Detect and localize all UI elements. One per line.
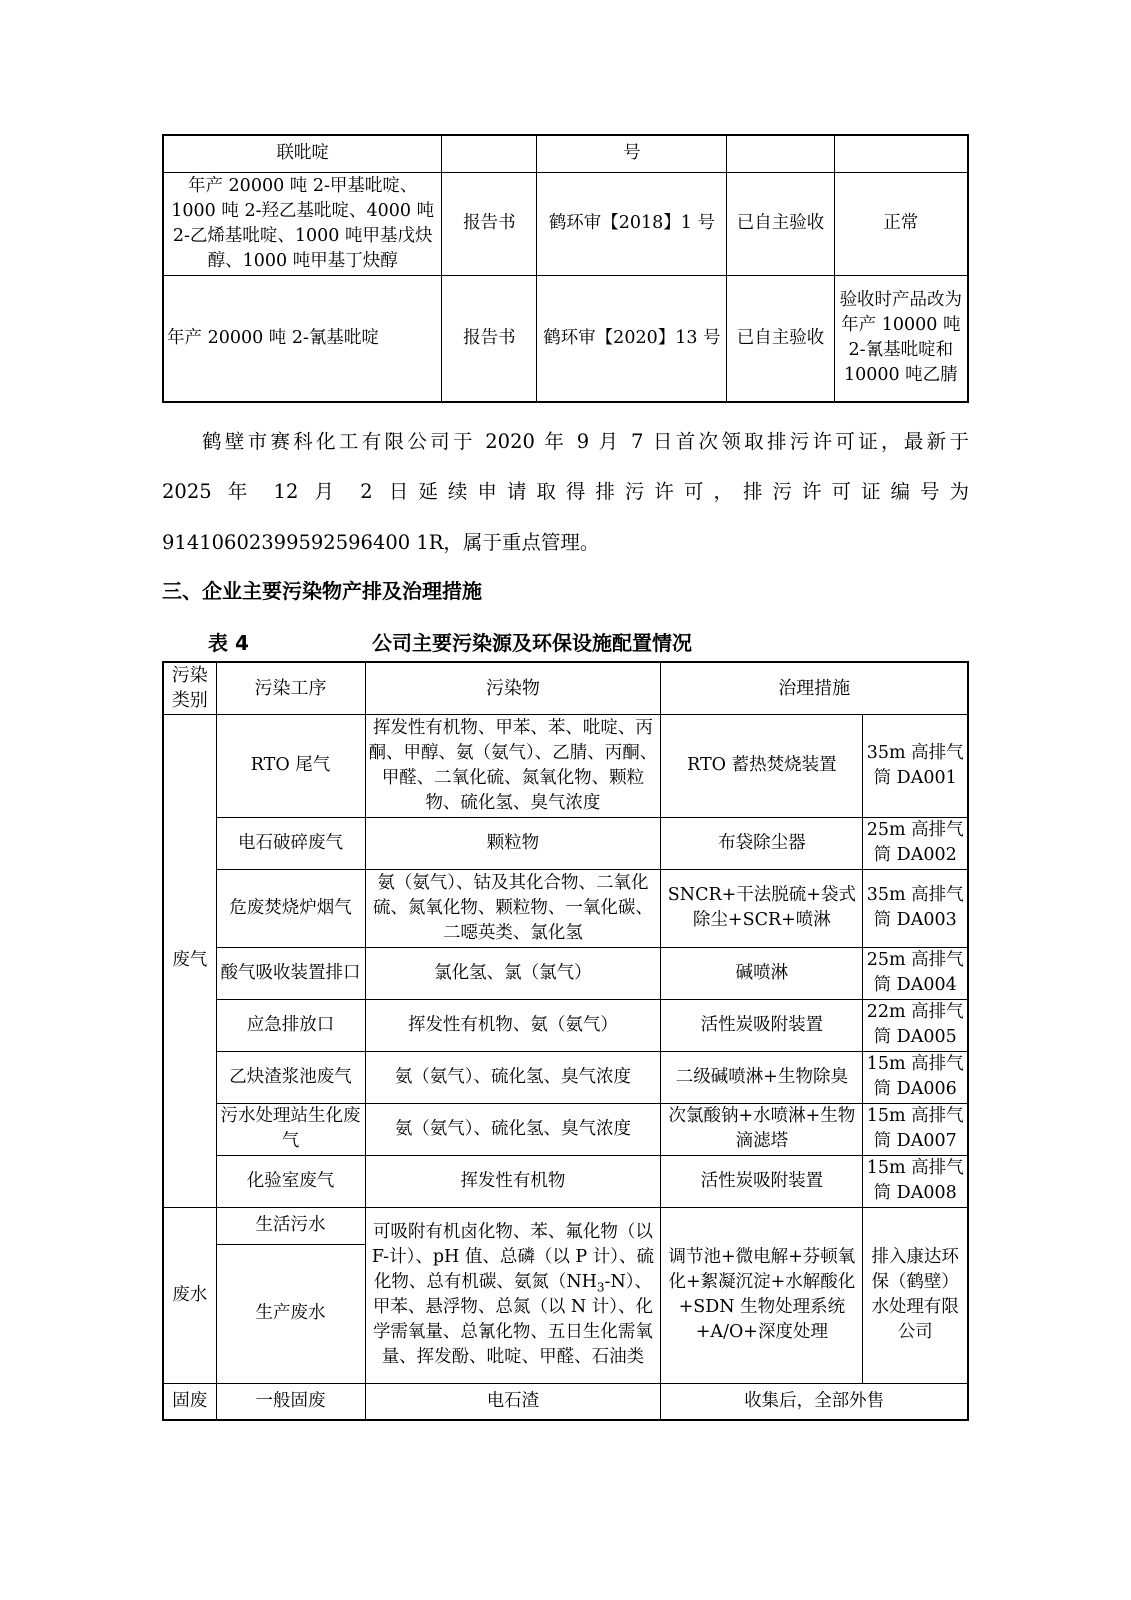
permit-paragraph-line3: 91410602399592596400 1R，属于重点管理。 (162, 531, 600, 554)
pollutant-cell: 氨（氨气）、硫化氢、臭气浓度 (365, 1051, 661, 1103)
outlet-cell: 35m 高排气筒 DA003 (863, 869, 968, 947)
process-cell: RTO 尾气 (216, 714, 365, 817)
type-cell: 报告书 (442, 172, 537, 275)
number-cell: 鹤环审【2020】13 号 (537, 275, 727, 402)
status-cell (834, 135, 968, 172)
outlet-cell: 15m 高排气筒 DA007 (863, 1103, 968, 1155)
table-row (163, 1103, 968, 1155)
type-cell: 报告书 (442, 275, 537, 402)
process-cell: 乙炔渣浆池废气 (216, 1051, 365, 1103)
pollutant-cell (365, 1207, 661, 1383)
outlet-cell: 22m 高排气筒 DA005 (863, 999, 968, 1051)
process-cell: 酸气吸收装置排口 (216, 947, 365, 999)
table-header-row (163, 662, 968, 714)
measure-cell: RTO 蓄热焚烧装置 (661, 714, 863, 817)
type-cell (442, 135, 537, 172)
category-cell: 废气 (163, 714, 216, 1207)
outlet-cell: 35m 高排气筒 DA001 (863, 714, 968, 817)
table-row (163, 869, 968, 947)
table-row (163, 1207, 968, 1244)
table-row (163, 1051, 968, 1103)
pollutant-cell: 挥发性有机物、氨（氨气） (365, 999, 661, 1051)
permit-paragraph-line1: 鹤壁市赛科化工有限公司于 2020 年 9 月 7 日首次领取排污许可证，最新于 (202, 430, 969, 453)
measure-cell: 活性炭吸附装置 (661, 999, 863, 1051)
category-cell: 固废 (163, 1383, 216, 1420)
outlet-cell: 15m 高排气筒 DA008 (863, 1155, 968, 1207)
process-cell: 生活污水 (216, 1207, 365, 1244)
table-row (163, 817, 968, 869)
pollutant-cell: 电石渣 (365, 1383, 661, 1420)
table-row (163, 172, 968, 275)
pollutant-cell: 挥发性有机物、甲苯、苯、吡啶、丙酮、甲醇、氨（氨气）、乙腈、丙酮、甲醛、二氧化硫、氮氧化物、颗粒物、硫化氢、臭气浓度 (365, 714, 661, 817)
header-pollutant: 污染物 (365, 662, 661, 714)
pollutant-subscript: 3 (596, 1280, 605, 1295)
project-cell: 年产 20000 吨 2-甲基吡啶、1000 吨 2-羟乙基吡啶、4000 吨 2-乙烯基吡啶、1000 吨甲基戊炔醇、1000 吨甲基丁炔醇 (163, 172, 442, 275)
header-category: 污染类别 (163, 662, 216, 714)
section-heading: 三、企业主要污染物产排及治理措施 (162, 579, 482, 603)
header-measure: 治理措施 (661, 662, 968, 714)
process-cell: 危废焚烧炉烟气 (216, 869, 365, 947)
pollutant-cell: 氨（氨气）、硫化氢、臭气浓度 (365, 1103, 661, 1155)
number-cell: 号 (537, 135, 727, 172)
category-cell: 废水 (163, 1207, 216, 1383)
process-cell: 生产废水 (216, 1244, 365, 1383)
outlet-cell: 排入康达环保（鹤壁）水处理有限公司 (863, 1207, 968, 1383)
table-row (163, 947, 968, 999)
permit-paragraph-line2: 2025 年 12 月 2 日延续申请取得排污许可，排污许可证编号为 (162, 480, 969, 503)
measure-cell: 收集后，全部外售 (661, 1383, 968, 1420)
pollutant-text-a: 可吸附有机卤化物、苯、氟化物（以 F-计）、pH 值、总磷（以 P 计）、硫化物、总有机碳、氨氮（NH (371, 1222, 655, 1292)
acceptance-cell: 已自主验收 (727, 275, 834, 402)
measure-cell: SNCR+干法脱硫+袋式除尘+SCR+喷淋 (661, 869, 863, 947)
outlet-cell: 15m 高排气筒 DA006 (863, 1051, 968, 1103)
project-cell: 联吡啶 (163, 135, 442, 172)
measure-cell: 次氯酸钠+水喷淋+生物滴滤塔 (661, 1103, 863, 1155)
header-process: 污染工序 (216, 662, 365, 714)
measure-cell: 碱喷淋 (661, 947, 863, 999)
outlet-cell: 25m 高排气筒 DA002 (863, 817, 968, 869)
table-row (163, 999, 968, 1051)
number-cell: 鹤环审【2018】1 号 (537, 172, 727, 275)
table-row (163, 1383, 968, 1420)
measure-cell: 布袋除尘器 (661, 817, 863, 869)
table-row (163, 714, 968, 817)
project-cell: 年产 20000 吨 2-氰基吡啶 (163, 275, 442, 402)
project-approval-table (162, 134, 969, 403)
pollutant-cell: 氨（氨气）、钴及其化合物、二氧化硫、氮氧化物、颗粒物、一氧化碳、二噁英类、氯化氢 (365, 869, 661, 947)
process-cell: 一般固废 (216, 1383, 365, 1420)
acceptance-cell (727, 135, 834, 172)
process-cell: 应急排放口 (216, 999, 365, 1051)
process-cell: 电石破碎废气 (216, 817, 365, 869)
table-row (163, 275, 968, 402)
pollutant-cell: 挥发性有机物 (365, 1155, 661, 1207)
process-cell: 污水处理站生化废气 (216, 1103, 365, 1155)
measure-cell: 调节池+微电解+芬顿氧化+絮凝沉淀+水解酸化+SDN 生物处理系统+A/O+深度处理 (661, 1207, 863, 1383)
status-cell: 正常 (834, 172, 968, 275)
table-row (163, 135, 968, 172)
pollutant-text-b: -N）、甲苯、悬浮物、总氮（以 N 计）、化学需氧量、总氰化物、五日生化需氧量、挥发酚、吡啶、甲醛、石油类 (372, 1272, 654, 1367)
pollution-source-table (162, 661, 969, 1421)
pollutant-cell: 颗粒物 (365, 817, 661, 869)
process-cell: 化验室废气 (216, 1155, 365, 1207)
acceptance-cell: 已自主验收 (727, 172, 834, 275)
measure-cell: 二级碱喷淋+生物除臭 (661, 1051, 863, 1103)
status-cell: 验收时产品改为年产 10000 吨 2-氰基吡啶和 10000 吨乙腈 (834, 275, 968, 402)
pollutant-cell: 氯化氢、氯（氯气） (365, 947, 661, 999)
table-caption-title: 公司主要污染源及环保设施配置情况 (372, 631, 692, 655)
outlet-cell: 25m 高排气筒 DA004 (863, 947, 968, 999)
table-row (163, 1155, 968, 1207)
table-caption-label: 表 4 (208, 631, 249, 655)
measure-cell: 活性炭吸附装置 (661, 1155, 863, 1207)
